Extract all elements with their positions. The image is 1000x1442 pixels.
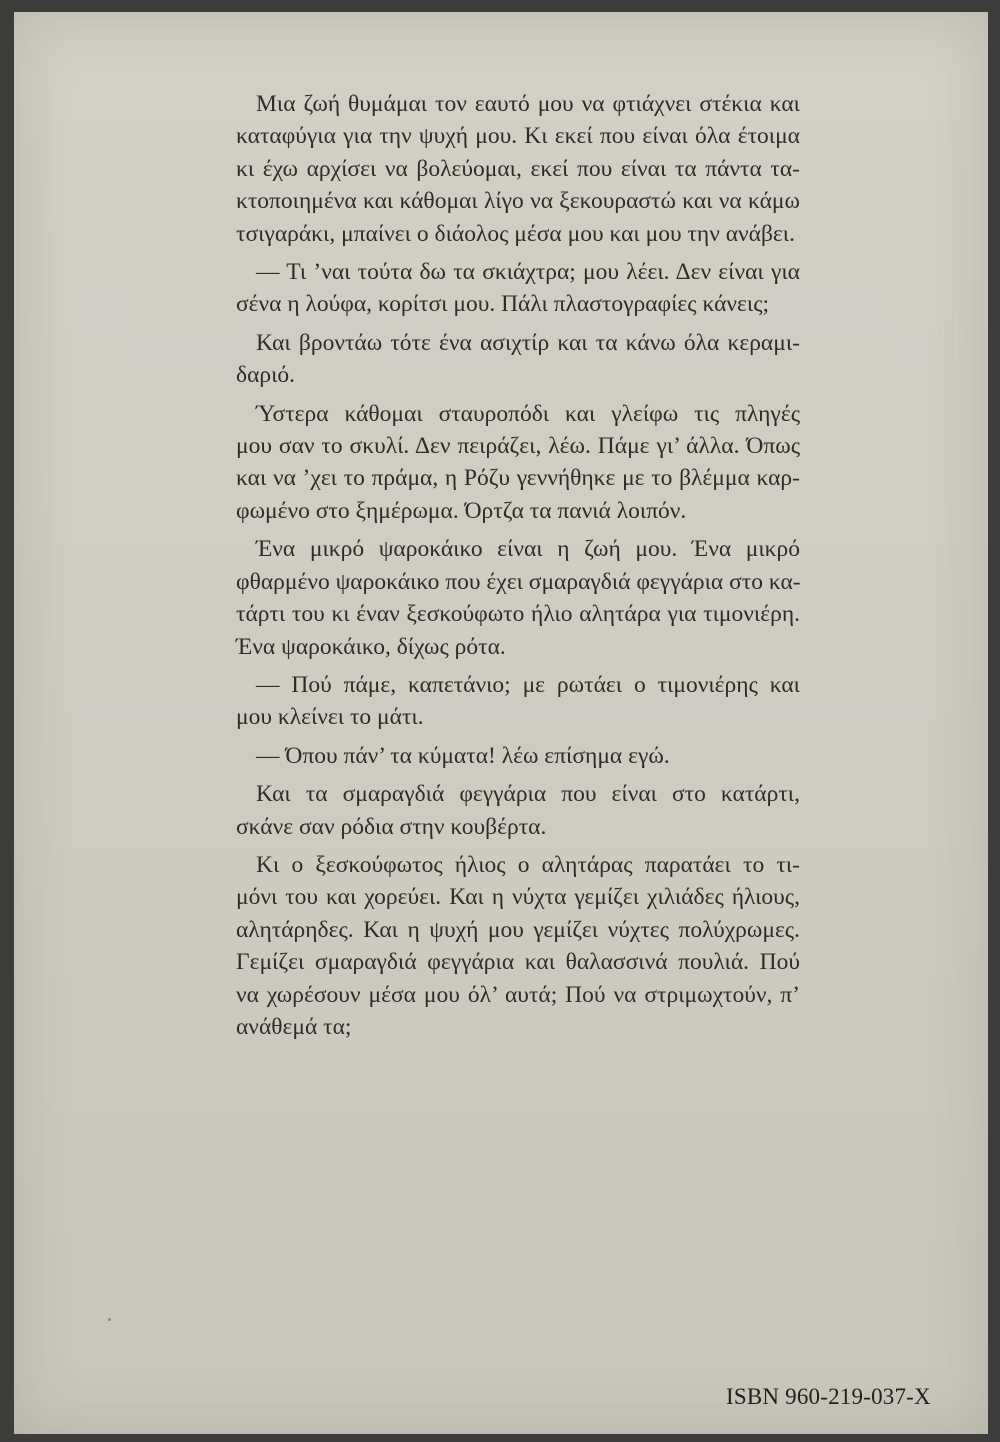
paragraph: [236, 256, 800, 321]
text-line: — Πού πάμε, καπετάνιο; με ρωτάει ο τιμονιέρης και: [256, 671, 800, 698]
paragraph: [236, 88, 800, 250]
paper-speck: [108, 1318, 111, 1321]
text-line: Και τα σμαραγδιά φεγγάρια που είναι στο κατάρτι,: [256, 781, 800, 808]
text-line: σκάνε σαν ρόδια στην κουβέρτα.: [236, 813, 547, 840]
text-line: και να ’χει το πράμα, η Ρόζυ γεννήθηκε με το βλέμμα καρ-: [236, 465, 800, 492]
text-line: φωμένο στο ξημέρωμα. Όρτζα τα πανιά λοιπόν.: [236, 497, 687, 524]
paragraph: [236, 533, 800, 663]
text-line: Κι ο ξεσκούφωτος ήλιος ο αλητάρας παρατάει το τι-: [256, 851, 800, 878]
paragraph: [236, 740, 800, 772]
paragraph: [236, 398, 800, 528]
text-line: τσιγαράκι, μπαίνει ο διάολος μέσα μου και μου την ανάβει.: [236, 220, 795, 247]
text-line: φθαρμένο ψαροκάικο που έχει σμαραγδιά φεγγάρια στο κα-: [236, 568, 801, 595]
paragraph: [236, 778, 800, 843]
text-line: κτοποιημένα και κάθομαι λίγο να ξεκουραστώ και να κάμω: [236, 188, 800, 215]
text-line: ανάθεμά τα;: [236, 1013, 352, 1040]
text-line: μου σαν το σκυλί. Δεν πειράζει, λέω. Πάμε γι’ άλλα. Όπως: [236, 433, 800, 460]
text-line: σένα η λούφα, κορίτσι μου. Πάλι πλαστογραφίες κάνεις;: [236, 291, 770, 318]
paragraph: [236, 669, 800, 734]
text-line: — Τι ’ναι τούτα δω τα σκιάχτρα; μου λέει. Δεν είναι για: [256, 259, 800, 286]
text-line: Ένα ψαροκάικο, δίχως ρότα.: [236, 633, 506, 660]
text-line: Ένα μικρό ψαροκάικο είναι η ζωή μου. Ένα μικρό: [256, 536, 800, 563]
paragraph: [236, 849, 800, 1043]
text-line: μόνι του και χορεύει. Και η νύχτα γεμίζει χιλιάδες ήλιους,: [236, 884, 800, 911]
back-cover: [14, 12, 988, 1434]
text-line: Ύστερα κάθομαι σταυροπόδι και γλείφω τις πληγές: [256, 400, 800, 427]
text-line: Γεμίζει σμαραγδιά φεγγάρια και θαλασσινά πουλιά. Πού: [236, 949, 800, 976]
text-line: Και βροντάω τότε ένα ασιχτίρ και τα κάνω όλα κεραμι-: [256, 329, 800, 356]
text-line: μου κλείνει το μάτι.: [236, 704, 424, 731]
text-line: — Όπου πάν’ τα κύματα! λέω επίσημα εγώ.: [256, 742, 670, 769]
blurb-text: [236, 88, 800, 1049]
text-line: να χωρέσουν μέσα μου όλ’ αυτά; Πού να στριμωχτούν, π’: [236, 981, 800, 1008]
text-line: Μια ζωή θυμάμαι τον εαυτό μου να φτιάχνει στέκια και: [256, 91, 800, 117]
text-line: καταφύγια για την ψυχή μου. Κι εκεί που είναι όλα έτοιμα: [236, 123, 800, 150]
text-line: κι έχω αρχίσει να βολεύομαι, εκεί που είναι τα πάντα τα-: [236, 155, 800, 182]
paragraph: [236, 327, 800, 392]
text-line: δαριό.: [236, 362, 296, 389]
isbn-number: ISBN 960-219-037-X: [726, 1384, 931, 1409]
text-line: αλητάρηδες. Και η ψυχή μου γεμίζει νύχτες πολύχρωμες.: [236, 916, 800, 943]
text-line: τάρτι του κι έναν ξεσκούφωτο ήλιο αλητάρα για τιμονιέρη.: [236, 601, 800, 628]
